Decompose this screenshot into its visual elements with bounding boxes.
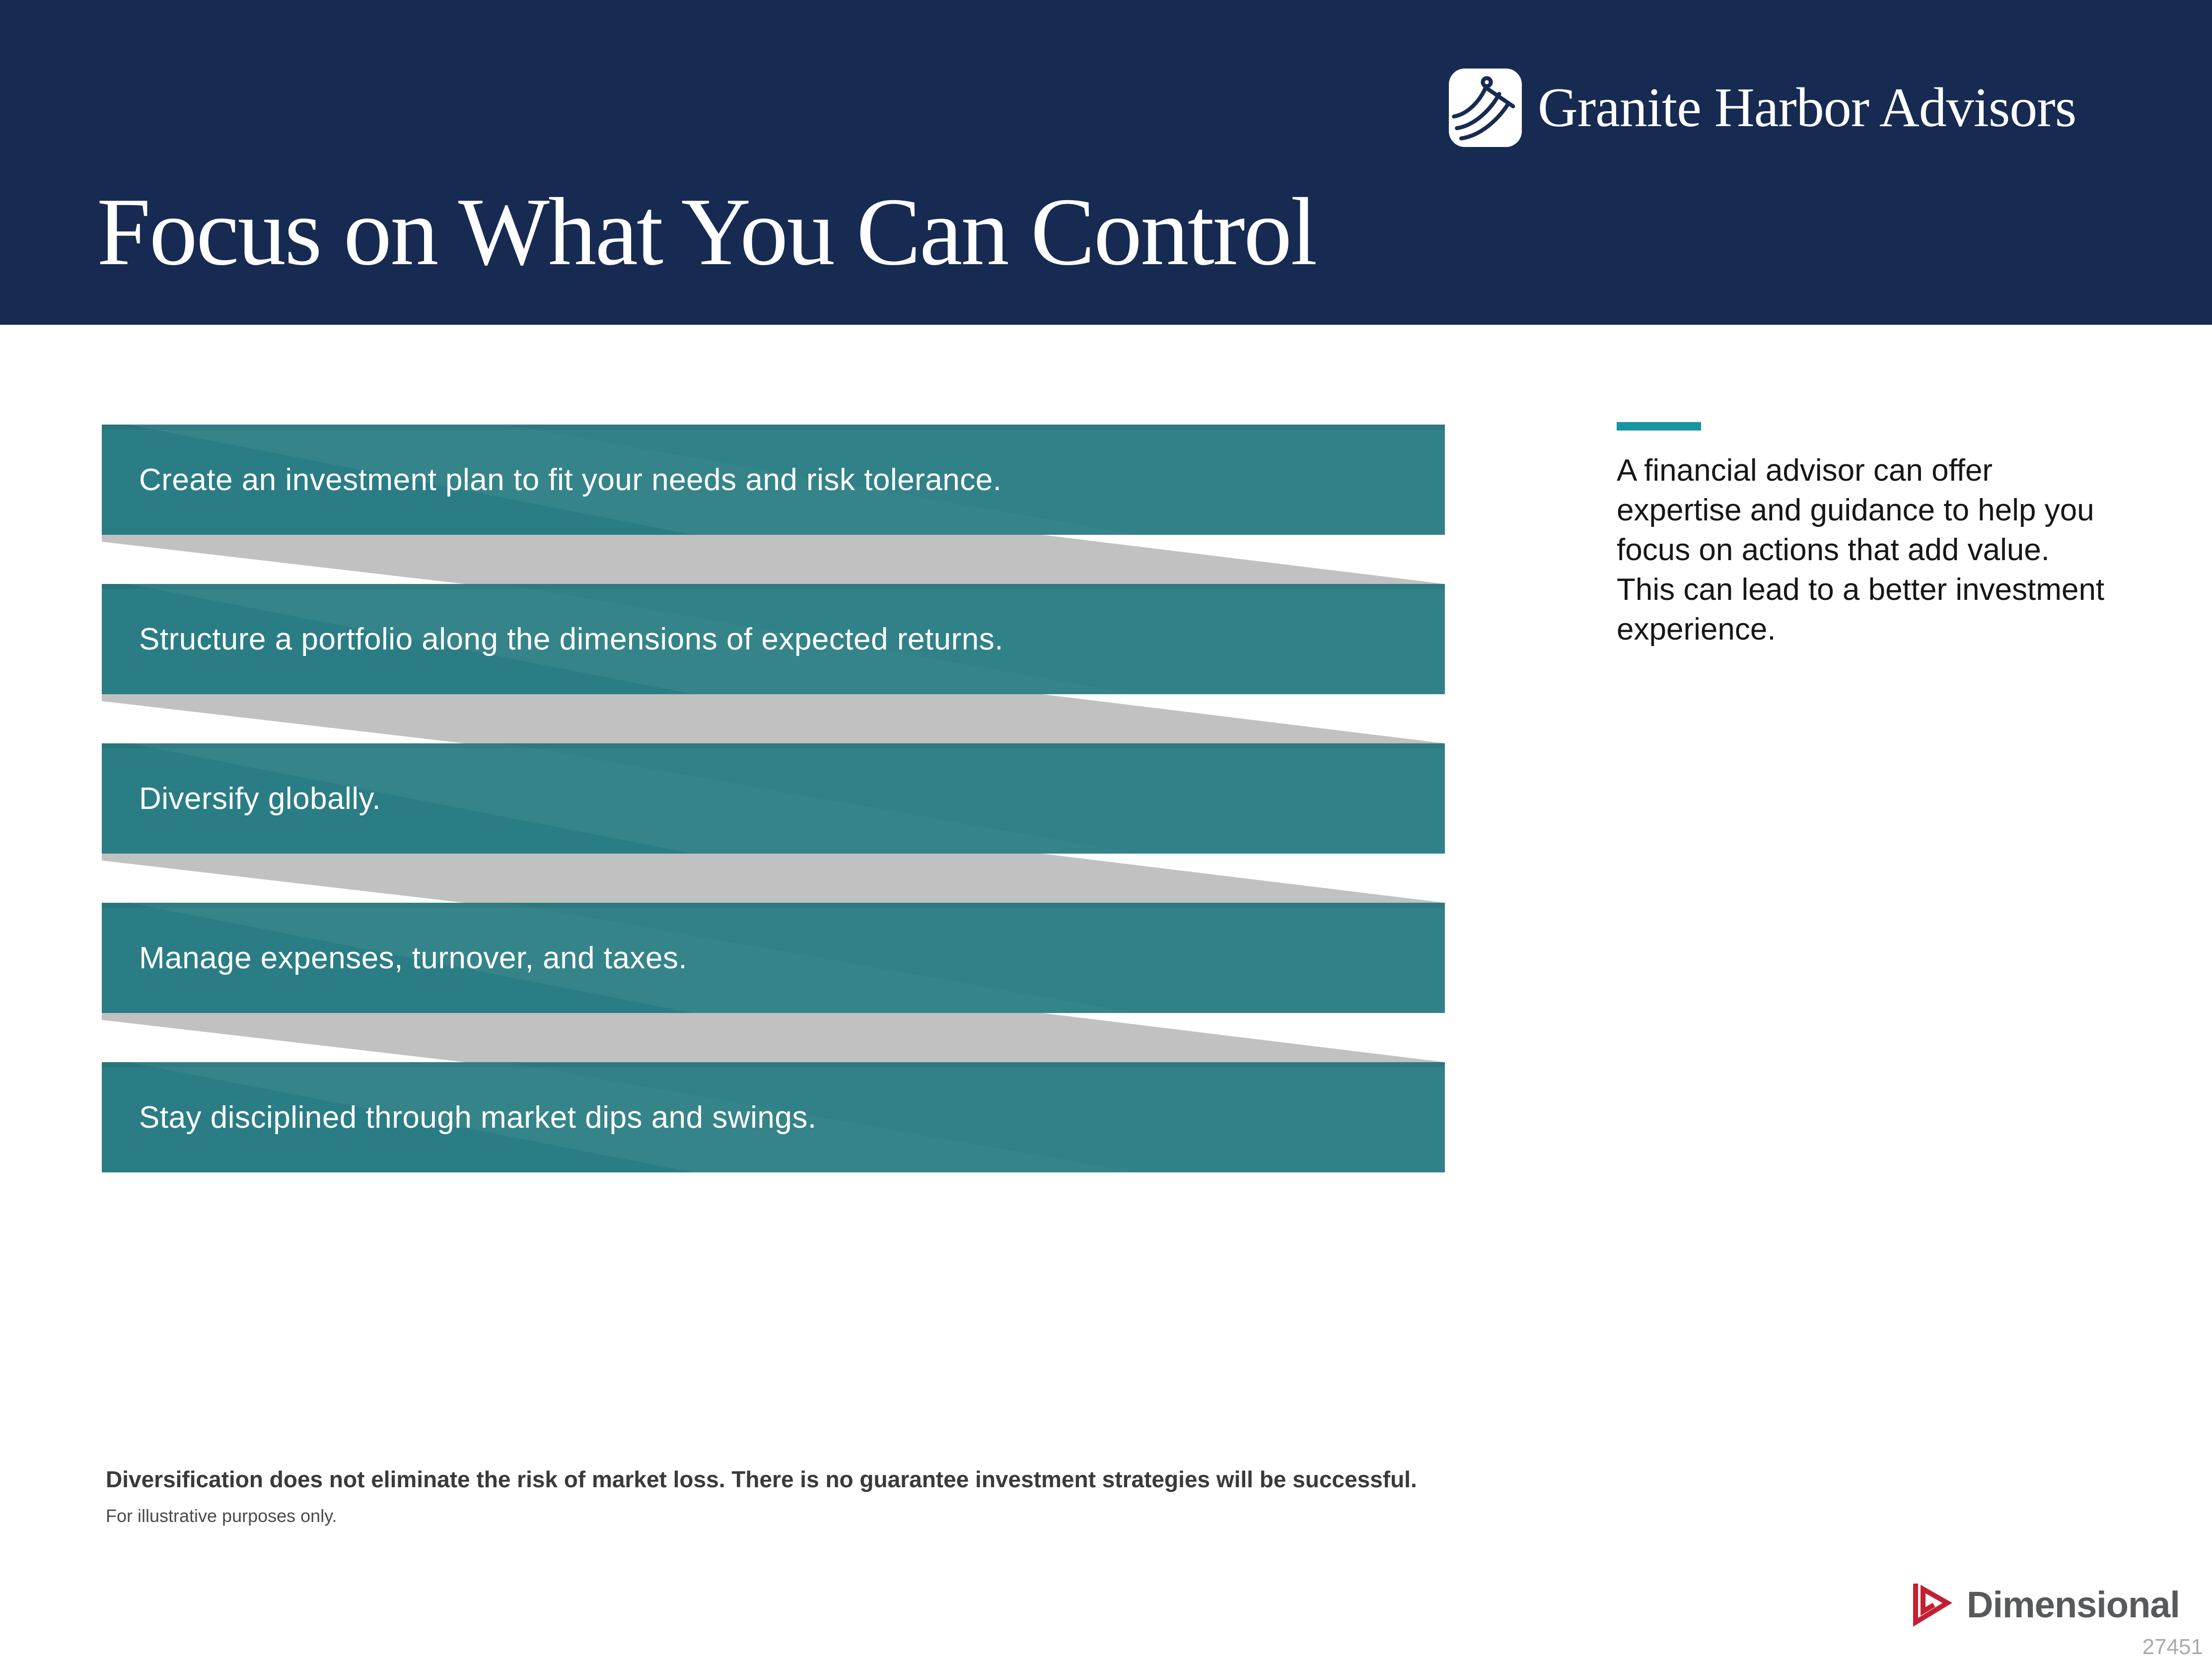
ribbon-bar-4 (102, 903, 1445, 1013)
sail-curves-icon (1449, 69, 1522, 147)
dimensional-logo (1903, 1575, 2180, 1634)
dimensional-logo-text: Dimensional (1967, 1584, 2180, 1625)
header-band (0, 0, 2212, 325)
granite-harbor-logo-text: Granite Harbor Advisors (1538, 77, 2076, 139)
ribbon-connector (102, 1013, 1445, 1062)
disclaimer-note: For illustrative purposes only. (106, 1506, 337, 1526)
ribbon-connector (102, 535, 1445, 584)
ribbon-bar-2 (102, 584, 1445, 694)
granite-harbor-logo (1449, 69, 2076, 147)
aside-accent-rule (1617, 422, 1701, 431)
bar-label: Diversify globally. (139, 781, 381, 816)
bar-label: Stay disciplined through market dips and swings. (139, 1100, 817, 1135)
document-number: 27451 (2142, 1635, 2203, 1659)
ribbon-bar-1 (102, 425, 1445, 535)
bar-label: Manage expenses, turnover, and taxes. (139, 941, 688, 975)
disclaimer-bold: Diversification does not eliminate the risk of market loss. There is no guarantee investment strategies will be successful. (106, 1466, 1417, 1492)
aside-paragraph: A financial advisor can offer expertise and guidance to help you focus on actions that add value. This can lead to a better investment experience. (1617, 453, 2105, 647)
page-title: Focus on What You Can Control (97, 178, 1316, 286)
ribbon-connector (102, 854, 1445, 903)
ribbon-bar-3 (102, 743, 1445, 854)
ribbon-connector (102, 694, 1445, 743)
bar-label: Create an investment plan to fit your needs and risk tolerance. (139, 462, 1002, 497)
bar-label: Structure a portfolio along the dimensions of expected returns. (139, 622, 1003, 656)
dimensional-triangle-icon (1903, 1577, 1953, 1632)
ribbon-bar-5 (102, 1062, 1445, 1172)
